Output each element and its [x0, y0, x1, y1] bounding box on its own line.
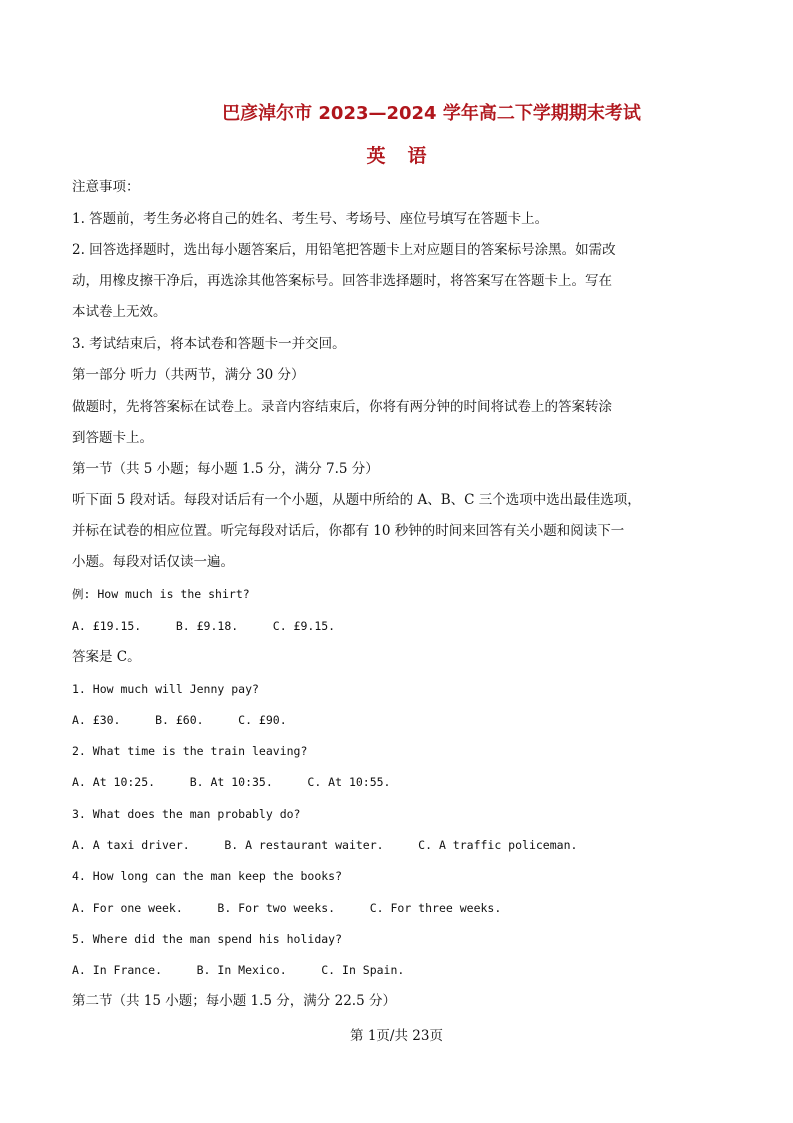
part1-heading: 第一部分 听力（共两节，满分 30 分）	[72, 367, 305, 383]
section2-heading: 第二节（共 15 小题；每小题 1.5 分，满分 22.5 分）	[72, 993, 396, 1009]
notice-item: 本试卷上无效。	[72, 304, 167, 320]
example-answer: 答案是 C。	[72, 649, 141, 665]
question: 3. What does the man probably do?	[72, 807, 301, 821]
page-footer: 第 1页/共 23页	[350, 1028, 443, 1044]
part1-instruction: 到答题卡上。	[72, 430, 153, 446]
section1-instruction: 并标在试卷的相应位置。听完每段对话后，你都有 10 秒钟的时间来回答有关小题和阅读下一	[72, 523, 625, 539]
question-options: A. At 10:25. B. At 10:35. C. At 10:55.	[72, 775, 391, 789]
notice-item: 2. 回答选择题时，选出每小题答案后，用铅笔把答题卡上对应题目的答案标号涂黑。如需改	[72, 242, 616, 258]
part1-instruction: 做题时，先将答案标在试卷上。录音内容结束后，你将有两分钟的时间将试卷上的答案转涂	[72, 399, 612, 415]
exam-title: 巴彦淖尔市 2023—2024 学年高二下学期期末考试	[222, 103, 641, 124]
question-options: A. £30. B. £60. C. £90.	[72, 713, 287, 727]
notice-header: 注意事项：	[72, 179, 140, 195]
question-options: A. A taxi driver. B. A restaurant waiter. C. A traffic policeman.	[72, 838, 578, 852]
notice-item: 动，用橡皮擦干净后，再选涂其他答案标号。回答非选择题时，将答案写在答题卡上。写在	[72, 273, 612, 289]
section1-instruction: 听下面 5 段对话。每段对话后有一个小题，从题中所给的 A、B、C 三个选项中选出最佳选项，	[72, 492, 641, 508]
question: 5. Where did the man spend his holiday?	[72, 932, 343, 946]
notice-item: 3. 考试结束后，将本试卷和答题卡一并交回。	[72, 336, 346, 352]
section1-instruction: 小题。每段对话仅读一遍。	[72, 554, 234, 570]
subject-title: 英语	[366, 145, 449, 167]
question: 2. What time is the train leaving?	[72, 744, 308, 758]
notice-item: 1. 答题前，考生务必将自己的姓名、考生号、考场号、座位号填写在答题卡上。	[72, 211, 549, 227]
example-question: 例: How much is the shirt?	[72, 587, 250, 601]
question-options: A. In France. B. In Mexico. C. In Spain.	[72, 963, 405, 977]
question: 4. How long can the man keep the books?	[72, 869, 343, 883]
example-options: A. £19.15. B. £9.18. C. £9.15.	[72, 619, 336, 633]
section1-heading: 第一节（共 5 小题；每小题 1.5 分，满分 7.5 分）	[72, 461, 379, 477]
question-options: A. For one week. B. For two weeks. C. For three weeks.	[72, 901, 502, 915]
question: 1. How much will Jenny pay?	[72, 682, 259, 696]
